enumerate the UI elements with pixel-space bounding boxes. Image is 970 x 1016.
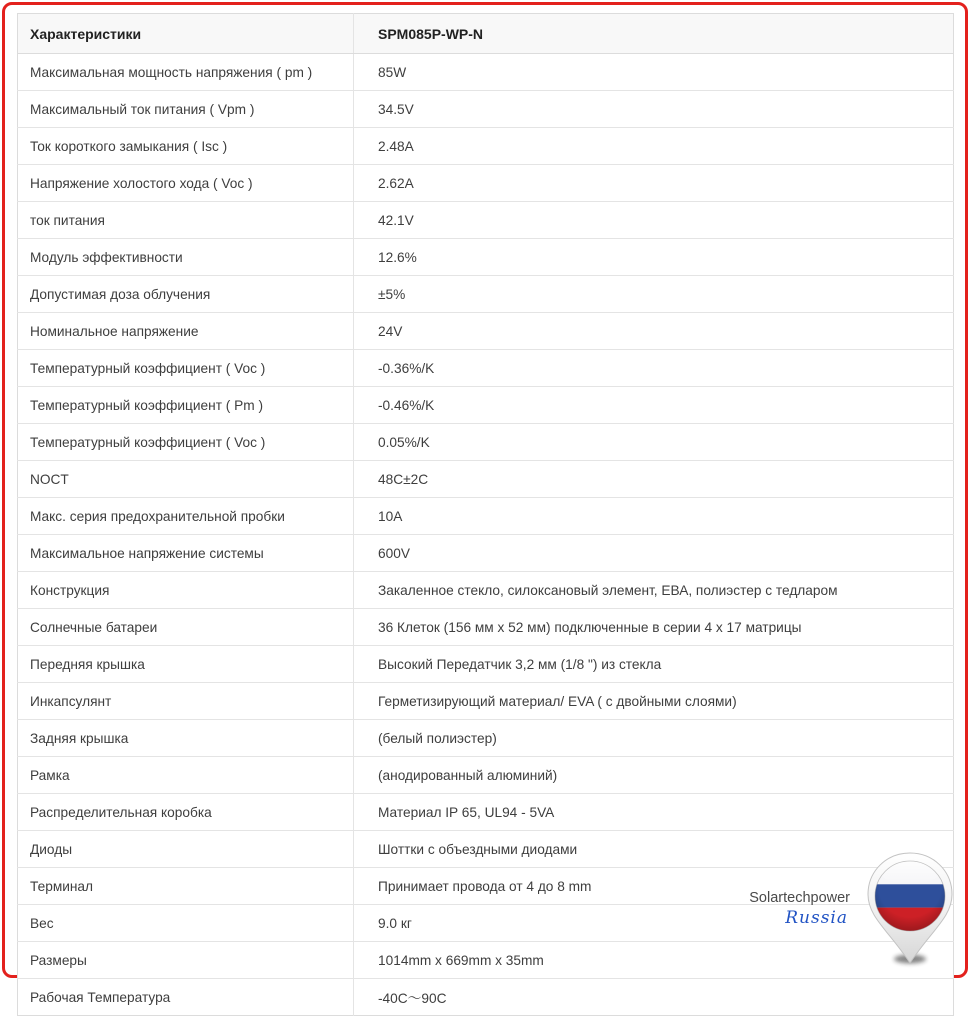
table-row bbox=[18, 720, 954, 757]
spec-label: Рабочая Температура bbox=[18, 979, 354, 1016]
table-row bbox=[18, 165, 954, 202]
table-row bbox=[18, 350, 954, 387]
spec-value: 9.0 кг bbox=[354, 905, 954, 942]
spec-label: Распределительная коробка bbox=[18, 794, 354, 831]
spec-table bbox=[17, 13, 954, 1016]
table-header-row bbox=[18, 14, 954, 54]
spec-value: (анодированный алюминий) bbox=[354, 757, 954, 794]
brand-country: Russia bbox=[785, 908, 848, 929]
spec-value: (белый полиэстер) bbox=[354, 720, 954, 757]
brand-name: Solartechpower bbox=[749, 890, 850, 906]
spec-label: Максимальный ток питания ( Vpm ) bbox=[18, 91, 354, 128]
spec-label: Вес bbox=[18, 905, 354, 942]
spec-value: 36 Клеток (156 мм x 52 мм) подключенные в серии 4 x 17 матрицы bbox=[354, 609, 954, 646]
table-row bbox=[18, 757, 954, 794]
spec-label: Напряжение холостого хода ( Voc ) bbox=[18, 165, 354, 202]
spec-value: 0.05%/K bbox=[354, 424, 954, 461]
table-row bbox=[18, 461, 954, 498]
spec-label: Модуль эффективности bbox=[18, 239, 354, 276]
spec-value: Закаленное стекло, силоксановый элемент, ЕВА, полиэстер с тедларом bbox=[354, 572, 954, 609]
table-row bbox=[18, 498, 954, 535]
table-row bbox=[18, 794, 954, 831]
spec-value: 10A bbox=[354, 498, 954, 535]
spec-label: Диоды bbox=[18, 831, 354, 868]
table-row bbox=[18, 683, 954, 720]
spec-label: Ток короткого замыкания ( Isc ) bbox=[18, 128, 354, 165]
table-row bbox=[18, 942, 954, 979]
table-row bbox=[18, 609, 954, 646]
spec-value: Принимает провода от 4 до 8 mm bbox=[354, 868, 954, 905]
spec-table-head bbox=[18, 14, 954, 54]
spec-label: Рамка bbox=[18, 757, 354, 794]
header-characteristics: Характеристики bbox=[18, 14, 354, 54]
table-row bbox=[18, 91, 954, 128]
spec-label: Температурный коэффициент ( Pm ) bbox=[18, 387, 354, 424]
spec-value: 85W bbox=[354, 54, 954, 91]
table-row bbox=[18, 128, 954, 165]
spec-label: Терминал bbox=[18, 868, 354, 905]
table-row bbox=[18, 276, 954, 313]
table-row bbox=[18, 831, 954, 868]
table-row bbox=[18, 572, 954, 609]
spec-label: Размеры bbox=[18, 942, 354, 979]
table-row bbox=[18, 239, 954, 276]
spec-label: ток питания bbox=[18, 202, 354, 239]
spec-value: -0.36%/K bbox=[354, 350, 954, 387]
table-row bbox=[18, 979, 954, 1016]
spec-label: Номинальное напряжение bbox=[18, 313, 354, 350]
table-row bbox=[18, 54, 954, 91]
spec-value: 34.5V bbox=[354, 91, 954, 128]
spec-value: -40C～90C bbox=[378, 991, 447, 1006]
spec-value: 48C±2C bbox=[354, 461, 954, 498]
spec-value: 2.48A bbox=[354, 128, 954, 165]
spec-value: 42.1V bbox=[354, 202, 954, 239]
table-row bbox=[18, 387, 954, 424]
table-row bbox=[18, 646, 954, 683]
spec-value: Высокий Передатчик 3,2 мм (1/8 ") из стекла bbox=[354, 646, 954, 683]
spec-value: -0.46%/K bbox=[354, 387, 954, 424]
spec-label: Задняя крышка bbox=[18, 720, 354, 757]
spec-label: Максимальное напряжение системы bbox=[18, 535, 354, 572]
spec-label: Конструкция bbox=[18, 572, 354, 609]
spec-label: Передняя крышка bbox=[18, 646, 354, 683]
spec-label: Инкапсулянт bbox=[18, 683, 354, 720]
spec-value: ±5% bbox=[354, 276, 954, 313]
table-row bbox=[18, 313, 954, 350]
table-row bbox=[18, 424, 954, 461]
spec-value: 24V bbox=[354, 313, 954, 350]
spec-label: Допустимая доза облучения bbox=[18, 276, 354, 313]
table-row bbox=[18, 202, 954, 239]
spec-label: Солнечные батареи bbox=[18, 609, 354, 646]
brand-logo bbox=[620, 889, 850, 929]
spec-value: 2.62A bbox=[354, 165, 954, 202]
table-row bbox=[18, 535, 954, 572]
spec-label: Максимальная мощность напряжения ( pm ) bbox=[18, 54, 354, 91]
spec-label: Температурный коэффициент ( Voc ) bbox=[18, 424, 354, 461]
location-pin-russia-flag-icon bbox=[856, 850, 964, 970]
spec-label: NOCT bbox=[18, 461, 354, 498]
spec-value: 12.6% bbox=[354, 239, 954, 276]
spec-table-body bbox=[18, 54, 954, 1016]
spec-value: Герметизирующий материал/ EVA ( с двойными слоями) bbox=[354, 683, 954, 720]
spec-label: Макс. серия предохранительной пробки bbox=[18, 498, 354, 535]
spec-value: Материал IP 65, UL94 - 5VA bbox=[354, 794, 954, 831]
spec-label: Температурный коэффициент ( Voc ) bbox=[18, 350, 354, 387]
header-model: SPM085P-WP-N bbox=[354, 14, 954, 54]
spec-value: Шоттки с объездными диодами bbox=[354, 831, 954, 868]
spec-value: 1014mm x 669mm x 35mm bbox=[354, 942, 954, 979]
spec-value: 600V bbox=[354, 535, 954, 572]
